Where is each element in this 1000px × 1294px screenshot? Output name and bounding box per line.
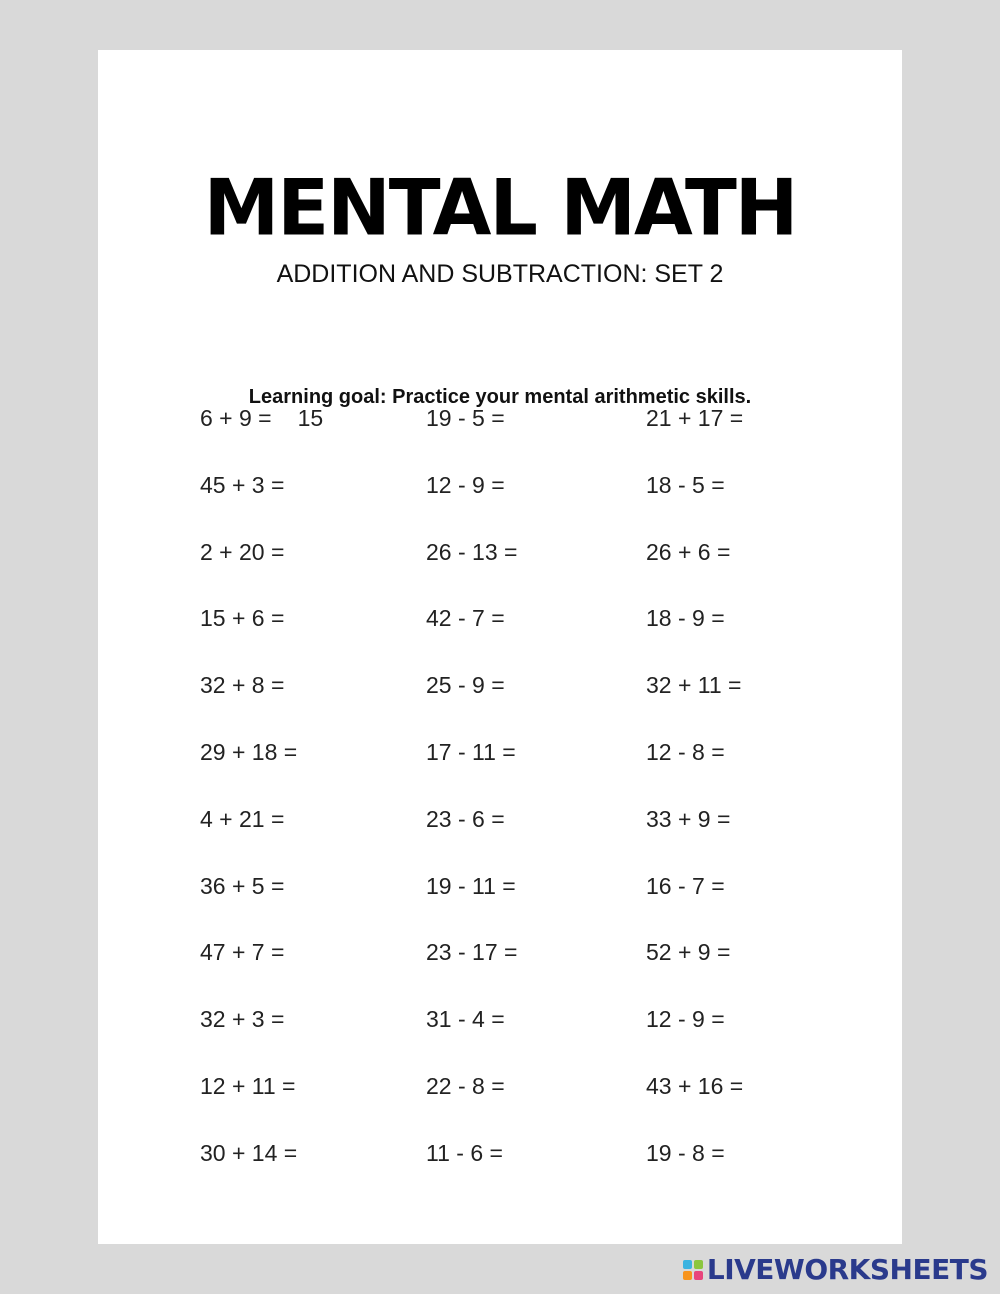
problem-expression: 2 + 20 = bbox=[200, 539, 285, 565]
problem-item bbox=[646, 808, 796, 831]
problem-item bbox=[426, 607, 571, 630]
brand-name: LIVEWORKSHEETS bbox=[706, 1253, 988, 1286]
problem-item bbox=[200, 474, 350, 497]
liveworksheets-logo-icon bbox=[683, 1260, 703, 1280]
logo-square bbox=[683, 1260, 692, 1269]
problem-expression: 45 + 3 = bbox=[200, 472, 285, 498]
problem-expression: 19 - 8 = bbox=[646, 1140, 725, 1166]
problem-item bbox=[426, 407, 571, 430]
problem-expression: 32 + 8 = bbox=[200, 672, 285, 698]
problem-item bbox=[426, 875, 582, 898]
problem-item bbox=[200, 808, 350, 831]
problem-expression: 12 - 9 = bbox=[426, 472, 505, 498]
problem-expression: 26 + 6 = bbox=[646, 539, 731, 565]
problem-expression: 29 + 18 = bbox=[200, 739, 298, 765]
problem-expression: 15 + 6 = bbox=[200, 605, 285, 631]
problem-expression: 18 - 5 = bbox=[646, 472, 725, 498]
problem-item bbox=[426, 674, 571, 697]
problem-item bbox=[426, 1008, 571, 1031]
problem-item bbox=[200, 741, 363, 764]
problem-expression: 31 - 4 = bbox=[426, 1006, 505, 1032]
problem-expression: 30 + 14 = bbox=[200, 1140, 298, 1166]
problem-item bbox=[200, 541, 350, 564]
problem-item bbox=[200, 1142, 363, 1165]
problem-expression: 6 + 9 = bbox=[200, 405, 272, 431]
problem-expression: 19 - 5 = bbox=[426, 405, 505, 431]
problem-grid bbox=[98, 50, 902, 1244]
problem-expression: 32 + 3 = bbox=[200, 1006, 285, 1032]
worksheet-title: MENTAL MATH bbox=[203, 162, 797, 253]
problem-item bbox=[426, 1075, 571, 1098]
problem-item bbox=[646, 941, 796, 964]
answer-field[interactable]: 15 bbox=[297, 405, 324, 431]
problem-item bbox=[646, 474, 791, 497]
problem-expression: 12 - 9 = bbox=[646, 1006, 725, 1032]
problem-item bbox=[426, 808, 571, 831]
problem-item bbox=[200, 407, 323, 430]
problem-expression: 43 + 16 = bbox=[646, 1073, 744, 1099]
problem-item bbox=[646, 1142, 791, 1165]
problem-item bbox=[200, 1075, 362, 1098]
problem-expression: 11 - 6 = bbox=[426, 1140, 503, 1166]
logo-square bbox=[694, 1271, 703, 1280]
problem-item bbox=[646, 541, 796, 564]
problem-item bbox=[646, 407, 809, 430]
problem-expression: 23 - 17 = bbox=[426, 939, 518, 965]
problem-expression: 12 + 11 = bbox=[200, 1073, 296, 1099]
problem-item bbox=[426, 474, 571, 497]
problem-expression: 32 + 11 = bbox=[646, 672, 742, 698]
worksheet-subtitle: ADDITION AND SUBTRACTION: SET 2 bbox=[276, 260, 724, 288]
problem-expression: 22 - 8 = bbox=[426, 1073, 505, 1099]
problem-item bbox=[426, 1142, 569, 1165]
problem-item bbox=[646, 741, 791, 764]
problem-item bbox=[646, 875, 791, 898]
problem-item bbox=[426, 741, 582, 764]
problem-expression: 4 + 21 = bbox=[200, 806, 285, 832]
problem-item bbox=[646, 1008, 791, 1031]
problem-expression: 17 - 11 = bbox=[426, 739, 516, 765]
problem-expression: 42 - 7 = bbox=[426, 605, 505, 631]
problem-item bbox=[646, 1075, 809, 1098]
logo-square bbox=[683, 1271, 692, 1280]
problem-item bbox=[200, 1008, 350, 1031]
problem-expression: 52 + 9 = bbox=[646, 939, 731, 965]
problem-expression: 23 - 6 = bbox=[426, 806, 505, 832]
problem-expression: 47 + 7 = bbox=[200, 939, 285, 965]
problem-item bbox=[426, 541, 583, 564]
problem-item bbox=[200, 875, 350, 898]
problem-item bbox=[646, 674, 808, 697]
problem-item bbox=[200, 941, 350, 964]
problem-expression: 36 + 5 = bbox=[200, 873, 285, 899]
problem-item bbox=[200, 607, 350, 630]
problem-item bbox=[200, 674, 350, 697]
problem-expression: 25 - 9 = bbox=[426, 672, 505, 698]
problem-expression: 21 + 17 = bbox=[646, 405, 744, 431]
logo-square bbox=[694, 1260, 703, 1269]
learning-goal: Learning goal: Practice your mental arithmetic skills. bbox=[248, 386, 752, 408]
worksheet-page bbox=[98, 50, 902, 1244]
liveworksheets-logo[interactable] bbox=[683, 1254, 988, 1286]
problem-item bbox=[646, 607, 791, 630]
problem-expression: 18 - 9 = bbox=[646, 605, 725, 631]
problem-expression: 33 + 9 = bbox=[646, 806, 731, 832]
problem-expression: 12 - 8 = bbox=[646, 739, 725, 765]
problem-expression: 19 - 11 = bbox=[426, 873, 516, 899]
problem-expression: 26 - 13 = bbox=[426, 539, 518, 565]
problem-item bbox=[426, 941, 583, 964]
problem-expression: 16 - 7 = bbox=[646, 873, 725, 899]
